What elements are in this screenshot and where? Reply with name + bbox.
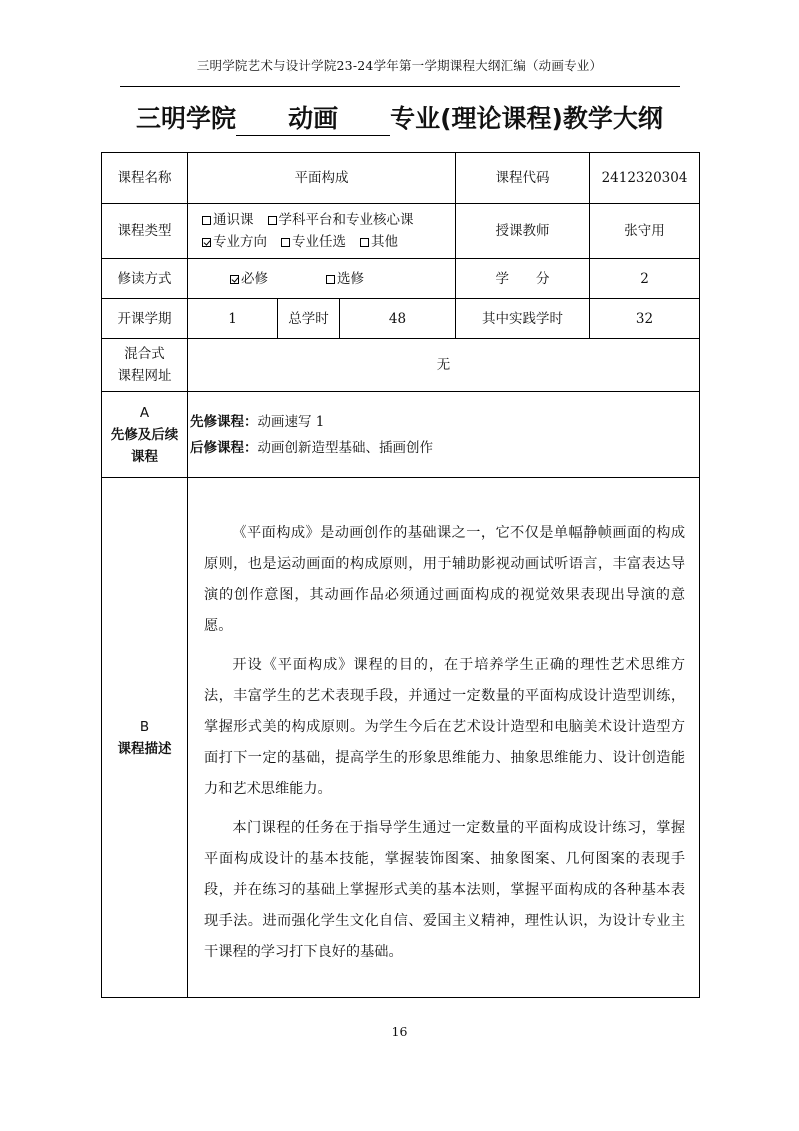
row-prerequisites (102, 392, 700, 478)
running-header: 三明学院艺术与设计学院23-24学年第一学期课程大纲汇编（动画专业） (196, 58, 603, 73)
credit-label: 学 分 (456, 259, 590, 299)
description-paragraph: 本门课程的任务在于指导学生通过一定数量的平面构成设计练习，掌握平面构成设计的基本技能，掌握装饰图案、抽象图案、几何图案的表现手段，并在练习的基础上掌握形式美的基本法则，掌握平面构成的各种基本表现手法。进而强化学生文化自信、爱国主义精神，理性认识，为设计专业主干课程的学习打下良好的基础。 (204, 820, 686, 960)
study-mode-options (188, 259, 456, 299)
semester-value: 1 (188, 299, 278, 339)
total-hours-value: 48 (340, 299, 456, 339)
type-option-general[interactable]: 通识课 (202, 212, 254, 228)
section-a-content (188, 392, 700, 478)
semester-label: 开课学期 (102, 299, 188, 339)
mixed-url-value: 无 (188, 339, 700, 392)
title-suffix: 专业(理论课程)教学大纲 (390, 104, 663, 133)
study-mode-label: 修读方式 (102, 259, 188, 299)
document-title (0, 101, 799, 137)
checkbox-icon[interactable] (268, 216, 277, 225)
course-name-label: 课程名称 (102, 153, 188, 204)
teacher-label: 授课教师 (456, 204, 590, 259)
row-description (102, 478, 700, 998)
total-hours-label: 总学时 (278, 299, 340, 339)
mode-option-elective[interactable]: 选修 (326, 271, 364, 287)
type-option-core[interactable]: 学科平台和专业核心课 (268, 212, 414, 228)
page-number: 16 (391, 1024, 408, 1039)
row-semester (102, 299, 700, 339)
checkbox-icon[interactable] (360, 238, 369, 247)
description-paragraph: 《平面构成》是动画创作的基础课之一，它不仅是单幅静帧画面的构成原则，也是运动画面的构成原则，用于辅助影视动画试听语言，丰富表达导演的创作意图，其动画作品必须通过画面构成的视觉效果表现出导演的意愿。 (204, 525, 686, 634)
row-study-mode (102, 259, 700, 299)
checked-checkbox-icon[interactable] (202, 238, 211, 247)
row-course-name (102, 153, 700, 204)
row-mixed-url (102, 339, 700, 392)
course-type-label: 课程类型 (102, 204, 188, 259)
mixed-url-label: 混合式 课程网址 (102, 339, 188, 392)
course-code-value: 2412320304 (590, 153, 700, 204)
checkbox-icon[interactable] (202, 216, 211, 225)
course-outline-table (101, 152, 700, 998)
teacher-value: 张守用 (590, 204, 700, 259)
section-b-content (188, 478, 700, 998)
section-b-label: B 课程描述 (102, 478, 188, 998)
course-code-label: 课程代码 (456, 153, 590, 204)
checkbox-icon[interactable] (281, 238, 290, 247)
header-rule (120, 86, 680, 87)
checked-checkbox-icon[interactable] (230, 275, 239, 284)
row-course-type (102, 204, 700, 259)
practice-hours-value: 32 (590, 299, 700, 339)
credit-value: 2 (590, 259, 700, 299)
follow-up-line: 后修课程：动画创新造型基础、插画创作 (190, 439, 433, 456)
mode-option-required[interactable]: 必修 (230, 271, 268, 287)
type-option-direction[interactable]: 专业方向 (202, 234, 267, 250)
description-paragraph: 开设《平面构成》课程的目的，在于培养学生正确的理性艺术思维方法，丰富学生的艺术表现手段，并通过一定数量的平面构成设计造型训练，掌握形式美的构成原则。为学生今后在艺术设计造型和电脑美术设计造型方面打下一定的基础，提高学生的形象思维能力、抽象思维能力、设计创造能力和艺术思维能力。 (204, 657, 686, 797)
prerequisite-line: 先修课程：动画速写 1 (190, 413, 325, 430)
title-major: 动画 (236, 103, 390, 136)
title-prefix: 三明学院 (136, 104, 237, 133)
course-type-options (188, 204, 456, 259)
checkbox-icon[interactable] (326, 275, 335, 284)
course-name-value: 平面构成 (188, 153, 456, 204)
type-option-elective[interactable]: 专业任选 (281, 234, 346, 250)
practice-hours-label: 其中实践学时 (456, 299, 590, 339)
type-option-other[interactable]: 其他 (360, 234, 398, 250)
section-a-label: A 先修及后续 课程 (102, 392, 188, 478)
